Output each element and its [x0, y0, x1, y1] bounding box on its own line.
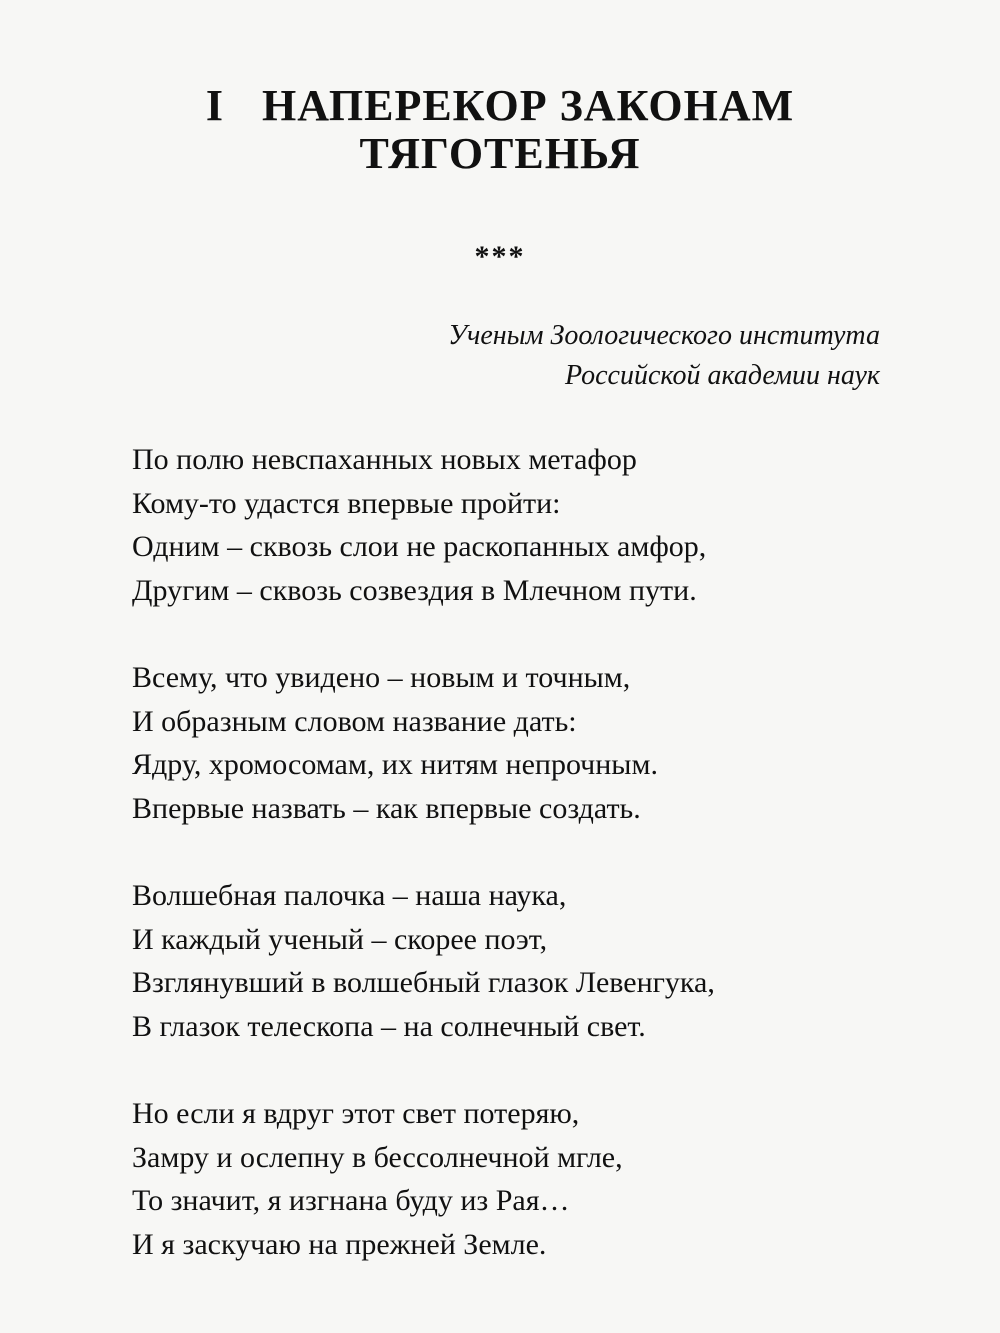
poem-line: Волшебная палочка – наша наука,	[132, 879, 567, 912]
poem-line: Ядру, хромосомам, их нитям непрочным.	[132, 748, 658, 782]
stanza-4	[132, 1092, 892, 1267]
chapter-title-line-1: НАПЕРЕКОР ЗАКОНАМ	[261, 81, 795, 130]
poem-line: Одним – сквозь слои не раскопанных амфор,	[132, 530, 707, 564]
poem-line: И я заскучаю на прежней Земле.	[132, 1228, 547, 1262]
poem-line: И образным словом название дать:	[132, 704, 577, 738]
poem-line: Другим – сквозь созвездия в Млечном пути.	[132, 574, 697, 608]
chapter-number: I	[205, 81, 224, 130]
poem-line: Замру и ослепну в бессолнечной мгле,	[132, 1140, 623, 1174]
poem-line: В глазок телескопа – на солнечный свет.	[132, 1010, 646, 1044]
stanza-3	[132, 874, 892, 1049]
poem-line: Взглянувший в волшебный глазок Левенгука,	[132, 966, 715, 1000]
poem-line: Кому-то удастся впервые пройти:	[132, 486, 561, 520]
stanza-1	[132, 438, 892, 613]
poem-line: Впервые назвать – как впервые создать.	[132, 792, 641, 826]
poem-line: Всему, что увидено – новым и точным,	[132, 661, 631, 694]
dedication-line-1: Ученым Зоологического института	[448, 320, 880, 351]
poem-line: По полю невспаханных новых метафор	[132, 443, 637, 476]
stanza-2	[132, 656, 892, 831]
poem-separator: ***	[474, 240, 526, 273]
chapter-title-line-2: ТЯГОТЕНЬЯ	[359, 129, 641, 178]
chapter-heading-line-1	[0, 80, 1000, 131]
dedication-line-2: Российской академии наук	[565, 360, 880, 391]
poem-line: И каждый ученый – скорее поэт,	[132, 922, 548, 956]
poem-line: Но если я вдруг этот свет потеряю,	[132, 1097, 580, 1130]
poem-line: То значит, я изгнана буду из Рая…	[132, 1184, 570, 1218]
